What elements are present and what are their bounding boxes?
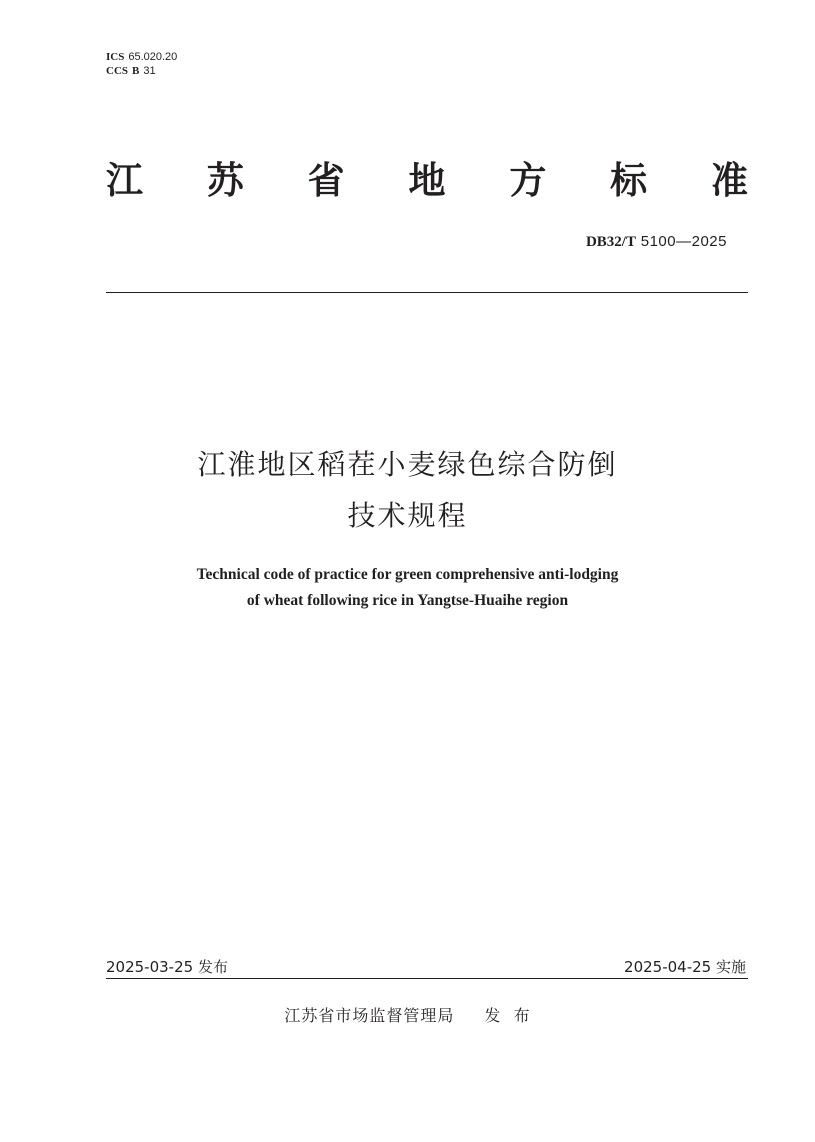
standard-type-heading <box>106 156 748 206</box>
ics-code <box>106 50 177 64</box>
standard-type-char: 江 <box>106 159 143 202</box>
classification-codes <box>106 50 177 78</box>
ics-value: 65.020.20 <box>128 51 178 63</box>
standard-number <box>586 231 727 252</box>
standard-number-prefix: DB32/T <box>585 234 636 250</box>
standard-type-char: 地 <box>408 159 446 202</box>
standard-type-char: 标 <box>610 159 648 202</box>
publisher-line <box>0 1003 815 1026</box>
ccs-label: CCS <box>106 65 129 77</box>
issue-date: 2025-03-25 发布 <box>106 958 228 976</box>
standard-type-char: 苏 <box>206 159 244 202</box>
implementation-date: 2025-04-25 实施 <box>624 958 746 976</box>
standard-type-char: 方 <box>509 159 547 202</box>
standard-type-char: 省 <box>307 159 345 202</box>
header-divider <box>106 292 748 293</box>
publisher-name: 江苏省市场监督管理局 <box>284 1006 455 1025</box>
title-cn-line1: 江淮地区稻茬小麦绿色综合防倒 <box>197 448 618 481</box>
publisher-action: 发 布 <box>484 1006 531 1025</box>
ccs-code <box>106 64 177 78</box>
footer-divider <box>106 978 748 979</box>
title-en-line1: Technical code of practice for green comprehensive anti-lodging <box>196 566 619 583</box>
ics-label: ICS <box>106 51 125 63</box>
ccs-letter: B <box>132 65 140 77</box>
standard-number-value: 5100—2025 <box>640 233 727 250</box>
title-en-line2: of wheat following rice in Yangtse-Huaihe region <box>246 592 569 609</box>
ccs-value: 31 <box>143 65 156 77</box>
standard-type-char: 准 <box>710 159 748 202</box>
title-cn-line2: 技术规程 <box>347 499 468 532</box>
